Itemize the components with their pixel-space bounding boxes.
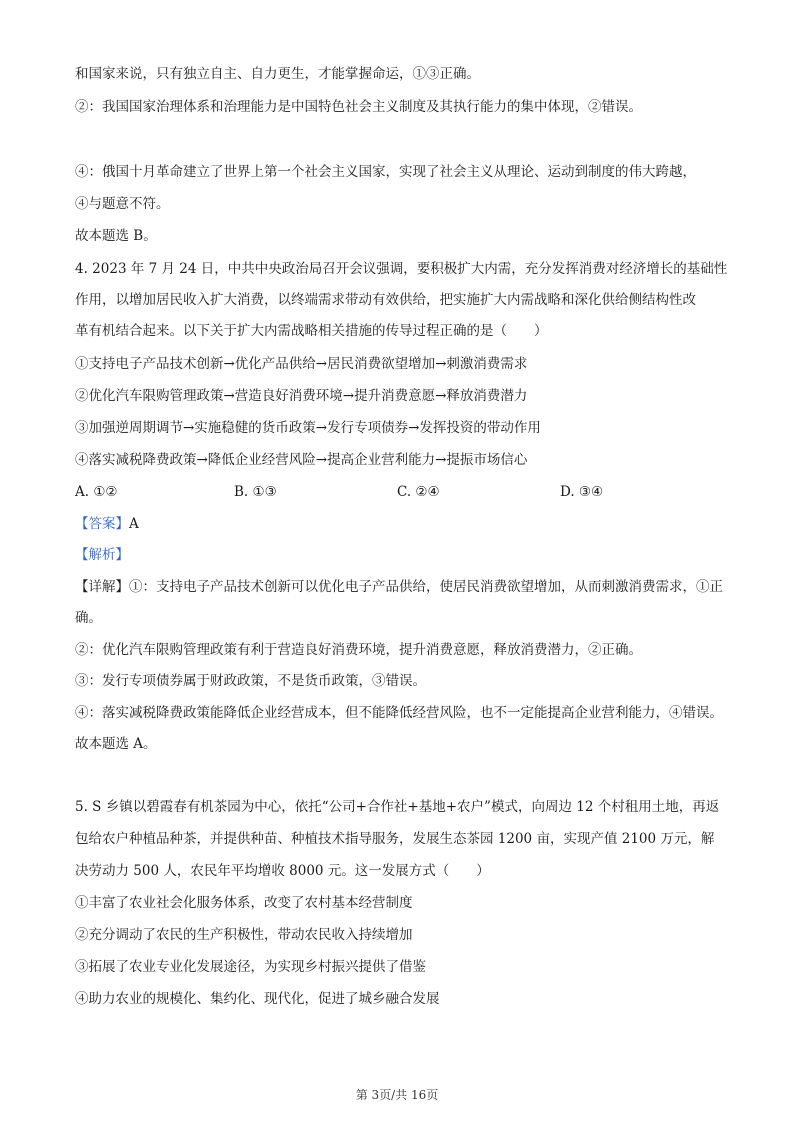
text-line: 故本题选 B。 [75, 228, 157, 244]
detail-line: 【详解】①：支持电子产品技术创新可以优化电子产品供给，使居民消费欲望增加，从而刺激消费需求，①正 [75, 579, 723, 595]
text-line: 和国家来说，只有独立自主、自力更生，才能掌握命运，①③正确。 [75, 66, 480, 82]
question-4-item: ③加强逆周期调节→实施稳健的货币政策→发行专项债券→发挥投资的带动作用 [75, 420, 541, 436]
option-d: D. ③④ [560, 484, 604, 500]
detail-line: ④：落实减税降费政策能降低企业经营成本，但不能降低经营风险，也不一定能提高企业营利能力，④错误。 [75, 705, 723, 721]
answer-value: A [129, 516, 139, 532]
question-5-item: ④助力农业的规模化、集约化、现代化，促进了城乡融合发展 [75, 991, 440, 1007]
detail-line: ③：发行专项债券属于财政政策，不是货币政策，③错误。 [75, 673, 426, 689]
option-a: A. ①② [75, 484, 118, 500]
detail-line: 故本题选 A。 [75, 736, 157, 752]
question-4-item: ②优化汽车限购管理政策→营造良好消费环境→提升消费意愿→释放消费潜力 [75, 388, 528, 404]
question-5-item: ③拓展了农业专业化发展途径，为实现乡村振兴提供了借鉴 [75, 959, 426, 975]
question-5-item: ②充分调动了农民的生产积极性，带动农民收入持续增加 [75, 927, 413, 943]
text-line: ②：我国国家治理体系和治理能力是中国特色社会主义制度及其执行能力的集中体现，②错误。 [75, 99, 642, 115]
question-4-item: ④落实减税降费政策→降低企业经营风险→提高企业营利能力→提振市场信心 [75, 452, 528, 468]
option-c: C. ②④ [397, 484, 440, 500]
detail-line: ②：优化汽车限购管理政策有利于营造良好消费环境，提升消费意愿，释放消费潜力，②正确。 [75, 642, 642, 658]
text-line: ④：俄国十月革命建立了世界上第一个社会主义国家，实现了社会主义从理论、运动到制度的伟大跨越， [75, 164, 696, 180]
question-5-stem: 决劳动力 500 人，农民年平均增收 8000 元。这一发展方式（ ） [75, 863, 490, 879]
answer-line [75, 514, 725, 534]
text-line: ④与题意不符。 [75, 196, 170, 212]
detail-line: 确。 [75, 610, 102, 626]
page-number: 第 3页/共 16页 [355, 1088, 439, 1102]
question-4-item: ①支持电子产品技术创新→优化产品供给→居民消费欲望增加→刺激消费需求 [75, 356, 528, 372]
question-5-stem: 包给农户种植品种茶，并提供种苗、种植技术指导服务，发展生态茶园 1200 亩，实现产值 2100 万元，解 [75, 831, 715, 847]
analysis-tag: 【解析】 [75, 547, 129, 563]
question-4-stem: 革有机结合起来。以下关于扩大内需战略相关措施的传导过程正确的是（ ） [75, 323, 548, 339]
question-5-item: ①丰富了农业社会化服务体系，改变了农村基本经营制度 [75, 895, 413, 911]
question-5-stem: 5. S 乡镇以碧霞春有机茶园为中心，依托“公司+合作社+基地+农户”模式，向周边 12 个村租用土地，再返 [75, 799, 720, 815]
option-b: B. ①③ [234, 484, 277, 500]
question-4-stem: 4. 2023 年 7 月 24 日，中共中央政治局召开会议强调，要积极扩大内需，充分发挥消费对经济增长的基础性 [75, 261, 728, 277]
question-4-stem: 作用，以增加居民收入扩大消费，以终端需求带动有效供给，把实施扩大内需战略和深化供给侧结构性改 [75, 292, 696, 308]
answer-tag: 【答案】 [75, 516, 129, 532]
